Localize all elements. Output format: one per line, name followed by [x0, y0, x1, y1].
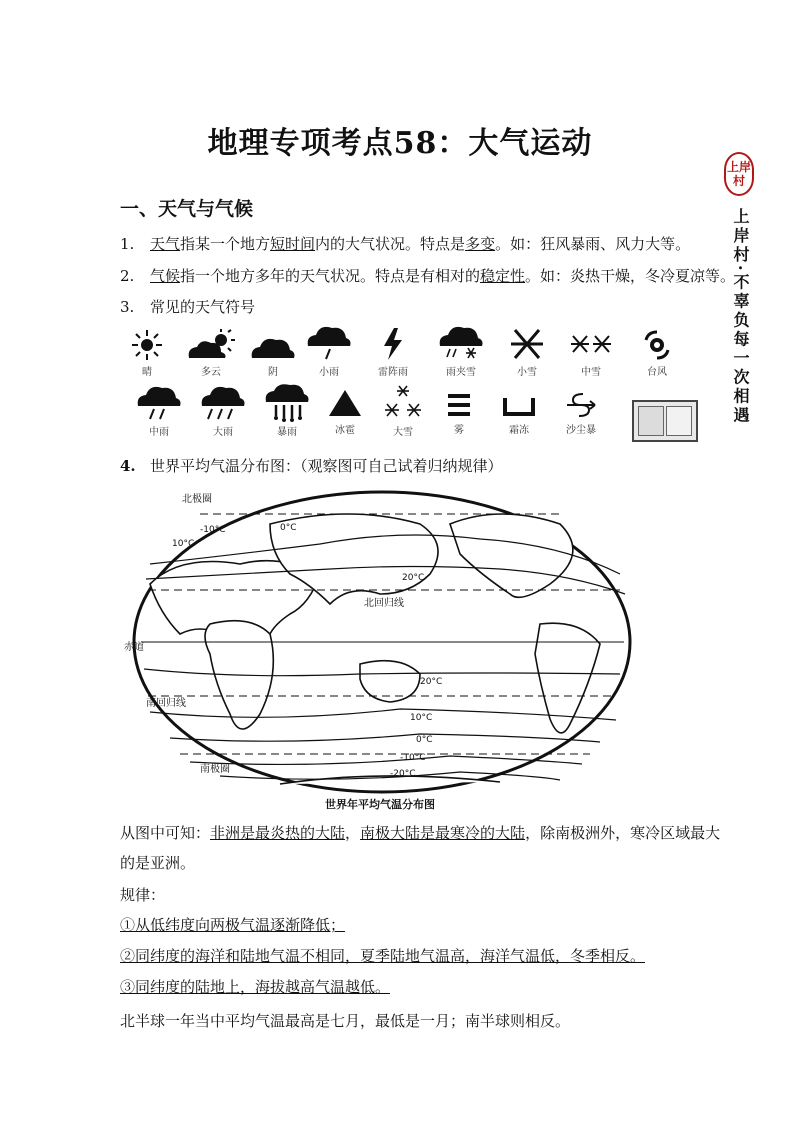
item-3: 3. 常见的天气符号 [120, 298, 256, 316]
rule-3: ③同纬度的陆地上，海拔越高气温越低。 [120, 978, 391, 996]
underlined-term: 稳定性 [480, 267, 526, 285]
equator-label: 赤道 [124, 642, 144, 653]
typhoon-icon: 台风 [622, 328, 692, 378]
conclusion-line-2: 的是亚洲。 [120, 854, 196, 872]
light-rain-icon: 小雨 [294, 324, 364, 378]
rule-1: ①从低纬度向两极气温逐渐降低； [120, 916, 346, 934]
isotherm-label: 20°C [420, 677, 443, 687]
book-thumbnail-image [632, 400, 698, 442]
tropic-cancer-label: 北回归线 [364, 598, 404, 609]
overcast-icon: 阴 [238, 328, 308, 378]
underlined-term: 短时间 [270, 235, 316, 253]
sunny-icon: 晴 [112, 328, 182, 378]
antarctic-circle-label: 南极圈 [200, 764, 230, 775]
item-2-text [150, 267, 735, 285]
tropic-capricorn-label: 南回归线 [146, 698, 186, 709]
moderate-rain-icon: 中雨 [124, 384, 194, 438]
isotherm-label: -20°C [390, 769, 416, 779]
fog-icon: 雾 [424, 390, 494, 436]
arctic-circle-label: 北极圈 [182, 494, 212, 505]
item-4: 4. 世界平均气温分布图：（观察图可自己试着归纳规律） [120, 457, 503, 475]
heavy-rain-icon: 大雨 [188, 384, 258, 438]
sandstorm-icon: 沙尘暴 [546, 390, 616, 436]
conclusion-line-1: 从图中可知：非洲是最炎热的大陆，南极大陆是最寒冷的大陆，除南极洲外，寒冷区域最大 [120, 824, 721, 842]
item-1: 1. 天气指某一个地方短时间内的大气状况。特点是多变。如：狂风暴雨、风力大等。 [120, 235, 691, 253]
section-heading: 一、天气与气候 [120, 198, 254, 220]
final-note: 北半球一年当中平均气温最高是七月，最低是一月；南半球则相反。 [120, 1012, 571, 1030]
isotherm-label: 10°C [410, 713, 433, 723]
page-title: 地理专项考点58：大气运动 [207, 126, 593, 161]
isotherm-label: 0°C [416, 735, 433, 745]
underlined-term: 多变 [465, 235, 496, 253]
seal-stamp: 上岸 村 [724, 152, 754, 196]
rainstorm-icon: 暴雨 [252, 382, 322, 438]
moderate-snow-icon: 中雪 [556, 326, 626, 378]
rules-heading: 规律： [120, 886, 166, 904]
text-segment: 指一个地方多年的天气状况。特点是有相对的 [180, 267, 481, 285]
isotherm-label: 20°C [402, 573, 425, 583]
item-3-text [150, 298, 255, 316]
world-temperature-map [120, 484, 640, 804]
isotherm-label: 0°C [280, 523, 297, 533]
underlined-term: 天气 [150, 235, 181, 253]
light-snow-icon: 小雪 [492, 326, 562, 378]
side-slogan: 上岸村·不辜负每一次相遇 [731, 208, 750, 426]
isotherm-label: -10°C [400, 753, 426, 763]
thunderstorm-icon: 雷阵雨 [358, 326, 428, 378]
isotherm-label: 10°C [172, 539, 195, 549]
rule-2: ②同纬度的海洋和陆地气温不相同，夏季陆地气温高，海洋气温低，冬季相反。 [120, 947, 646, 965]
text-segment: 指某一个地方 [180, 235, 271, 253]
map-caption: 世界年平均气温分布图 [325, 798, 435, 811]
hail-icon: 冰雹 [310, 386, 380, 436]
text-segment: 常见的天气符号 [150, 298, 256, 316]
text-segment: 。如：狂风暴雨、风力大等。 [495, 235, 691, 253]
isotherm-label: -10°C [200, 525, 226, 535]
frost-icon: 霜冻 [484, 392, 554, 436]
heavy-snow-icon: 大雪 [368, 384, 438, 438]
item-2: 2. 气候指一个地方多年的天气状况。特点是有相对的稳定性。如：炎热干燥，冬冷夏凉等。 [120, 267, 736, 285]
partly-cloudy-icon: 多云 [176, 328, 246, 378]
sleet-icon: 雨夹雪 [426, 324, 496, 378]
underlined-term: 气候 [150, 267, 181, 285]
item-1-text [150, 235, 690, 253]
text-segment: 内的大气状况。特点是 [315, 235, 466, 253]
text-segment: 。如：炎热干燥，冬冷夏凉等。 [525, 267, 736, 285]
